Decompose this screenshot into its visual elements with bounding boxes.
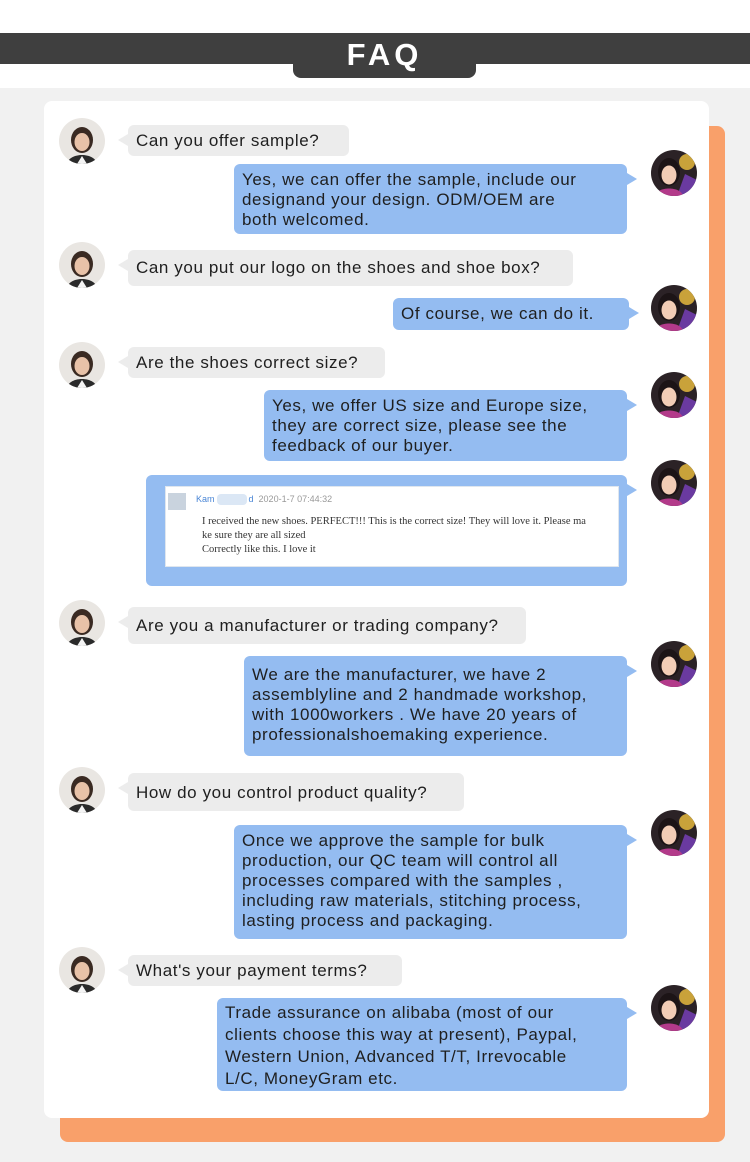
question-text: What's your payment terms? (136, 961, 368, 980)
answer-line: professionalshoemaking experience. (252, 725, 549, 744)
question-text: Can you put our logo on the shoes and shoe box? (136, 258, 541, 277)
feedback-date: 2020-1-7 07:44:32 (258, 494, 333, 504)
answer-line: assemblyline and 2 handmade workshop, (252, 685, 587, 704)
answer-bubble (234, 164, 627, 234)
question-text: Are the shoes correct size? (136, 353, 359, 372)
seller-avatar-icon (651, 810, 697, 856)
question-bubble (128, 607, 526, 644)
answer-line: L/C, MoneyGram etc. (225, 1069, 398, 1088)
question-bubble (128, 347, 385, 378)
question-bubble (128, 773, 464, 811)
answer-line: production, our QC team will control all (242, 851, 558, 870)
question-bubble (128, 250, 573, 286)
answer-bubble (217, 998, 627, 1091)
answer-line: Once we approve the sample for bulk (242, 831, 545, 850)
feedback-line: ke sure they are all sized (202, 530, 306, 541)
answer-line: Western Union, Advanced T/T, Irrevocable (225, 1047, 567, 1066)
answer-line: Trade assurance on alibaba (most of our (225, 1003, 554, 1022)
seller-avatar-icon (651, 285, 697, 331)
answer-bubble (234, 825, 627, 939)
answer-line: feedback of our buyer. (272, 436, 454, 455)
answer-line: including raw materials, stitching process, (242, 891, 582, 910)
feedback-text (202, 515, 620, 557)
seller-avatar-icon (651, 372, 697, 418)
buyer-avatar-icon (59, 242, 105, 288)
question-text: Can you offer sample? (136, 131, 320, 150)
feedback-header (196, 494, 332, 505)
buyer-thumbnail-icon (168, 493, 186, 510)
buyer-name-start: Kam (196, 494, 215, 504)
feedback-line: I received the new shoes. PERFECT!!! This is the correct size! They will love it. Please ma (202, 516, 586, 527)
answer-line: clients choose this way at present), Paypal, (225, 1025, 578, 1044)
answer-line: both welcomed. (242, 210, 370, 229)
buyer-avatar-icon (59, 767, 105, 813)
buyer-feedback-card (165, 486, 619, 567)
buyer-avatar-icon (59, 600, 105, 646)
answer-line: lasting process and packaging. (242, 911, 494, 930)
seller-avatar-icon (651, 460, 697, 506)
feedback-line: Correctly like this. I love it (202, 544, 316, 555)
answer-line: Yes, we offer US size and Europe size, (272, 396, 588, 415)
seller-avatar-icon (651, 985, 697, 1031)
page-title: FAQ (293, 33, 476, 78)
name-blur (217, 494, 247, 505)
answer-bubble (264, 390, 627, 461)
answer-line: they are correct size, please see the (272, 416, 568, 435)
seller-avatar-icon (651, 641, 697, 687)
buyer-avatar-icon (59, 342, 105, 388)
answer-line: with 1000workers . We have 20 years of (252, 705, 577, 724)
seller-avatar-icon (651, 150, 697, 196)
answer-bubble (393, 298, 629, 330)
answer-line: Yes, we can offer the sample, include our (242, 170, 577, 189)
question-text: Are you a manufacturer or trading company? (136, 616, 499, 635)
question-text: How do you control product quality? (136, 783, 428, 802)
buyer-avatar-icon (59, 947, 105, 993)
answer-line: Of course, we can do it. (401, 304, 594, 323)
buyer-avatar-icon (59, 118, 105, 164)
answer-bubble (244, 656, 627, 756)
question-bubble (128, 125, 349, 156)
answer-line: processes compared with the samples , (242, 871, 563, 890)
question-bubble (128, 955, 402, 986)
answer-line: designand your design. ODM/OEM are (242, 190, 556, 209)
buyer-name-end: d (248, 494, 254, 504)
answer-line: We are the manufacturer, we have 2 (252, 665, 547, 684)
